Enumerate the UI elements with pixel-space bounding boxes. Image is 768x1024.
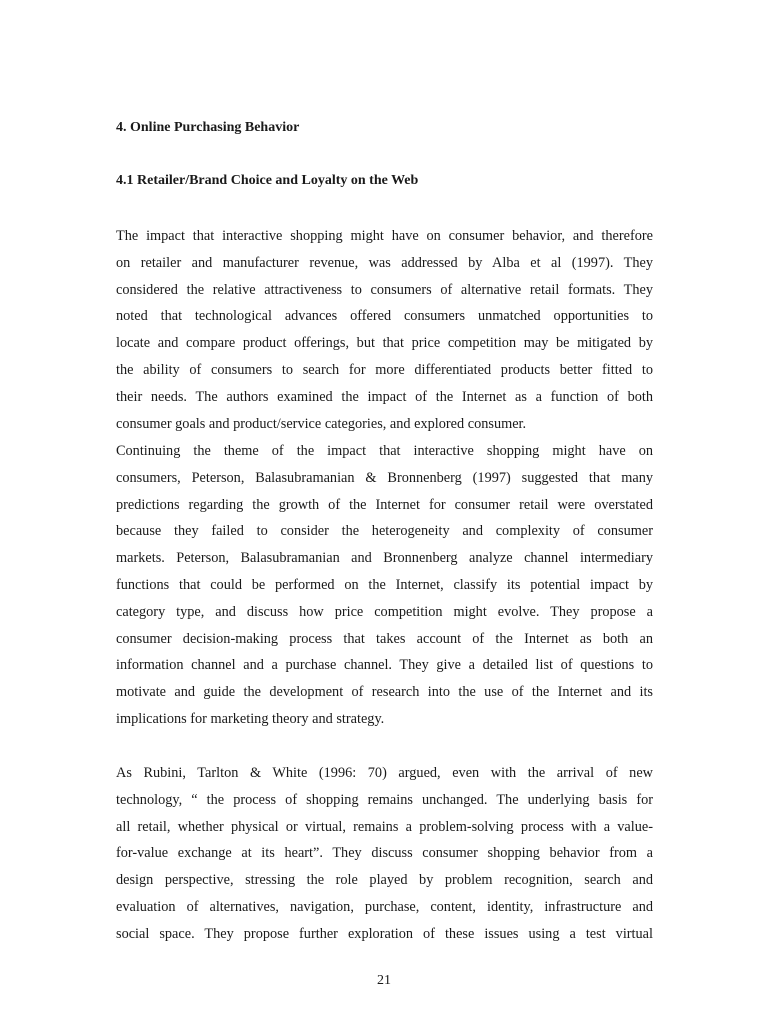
paragraph-line: because they failed to consider the heterogeneity and complexity of consumer [116,523,653,540]
paragraph-line: design perspective, stressing the role played by problem recognition, search and [116,872,653,889]
paragraph-line: motivate and guide the development of research into the use of the Internet and its [116,684,653,701]
paragraph-rubini [116,760,653,948]
paragraph-line: on retailer and manufacturer revenue, was addressed by Alba et al (1997). They [116,254,653,271]
paragraph-line: consumers, Peterson, Balasubramanian & Bronnenberg (1997) suggested that many [116,469,653,486]
paragraph-line: implications for marketing theory and strategy. [116,710,385,727]
paragraph-line: considered the relative attractiveness to consumers of alternative retail formats. They [116,281,653,298]
paragraph-line: functions that could be performed on the Internet, classify its potential impact by [116,576,653,593]
paragraph-line: consumer goals and product/service categories, and explored consumer. [116,415,527,432]
paragraph-line: Continuing the theme of the impact that interactive shopping might have on [116,443,653,459]
paragraph-line: consumer decision-making process that takes account of the Internet as both an [116,630,653,647]
paragraph-line: As Rubini, Tarlton & White (1996: 70) argued, even with the arrival of new [116,765,653,781]
subsection-heading: 4.1 Retailer/Brand Choice and Loyalty on the Web [116,173,419,188]
page-number: 21 [377,973,391,988]
section-heading: 4. Online Purchasing Behavior [116,120,300,135]
paragraph-line: noted that technological advances offered consumers unmatched opportunities to [116,308,653,325]
paragraph-line: for-value exchange at its heart”. They discuss consumer shopping behavior from a [116,845,653,862]
paragraph-line: their needs. The authors examined the impact of the Internet as a function of both [116,388,653,405]
paragraph-alba [116,223,653,437]
paragraph-line: the ability of consumers to search for more differentiated products better fitted to [116,361,653,378]
paragraph-line: The impact that interactive shopping might have on consumer behavior, and therefore [116,228,653,244]
paragraph-line: predictions regarding the growth of the Internet for consumer retail were overstated [116,496,653,513]
paragraph-line: markets. Peterson, Balasubramanian and Bronnenberg analyze channel intermediary [116,550,653,567]
paragraph-line: locate and compare product offerings, but that price competition may be mitigated by [116,335,653,352]
paragraph-line: evaluation of alternatives, navigation, purchase, content, identity, infrastructure and [116,898,653,915]
paragraph-line: category type, and discuss how price competition might evolve. They propose a [116,603,653,620]
paragraph-line: information channel and a purchase channel. They give a detailed list of questions to [116,657,653,674]
paragraph-peterson [116,438,653,733]
paragraph-line: all retail, whether physical or virtual, remains a problem-solving process with a value- [116,818,653,835]
paragraph-line: technology, “ the process of shopping remains unchanged. The underlying basis for [116,791,653,808]
paragraph-line: social space. They propose further exploration of these issues using a test virtual [116,925,653,942]
